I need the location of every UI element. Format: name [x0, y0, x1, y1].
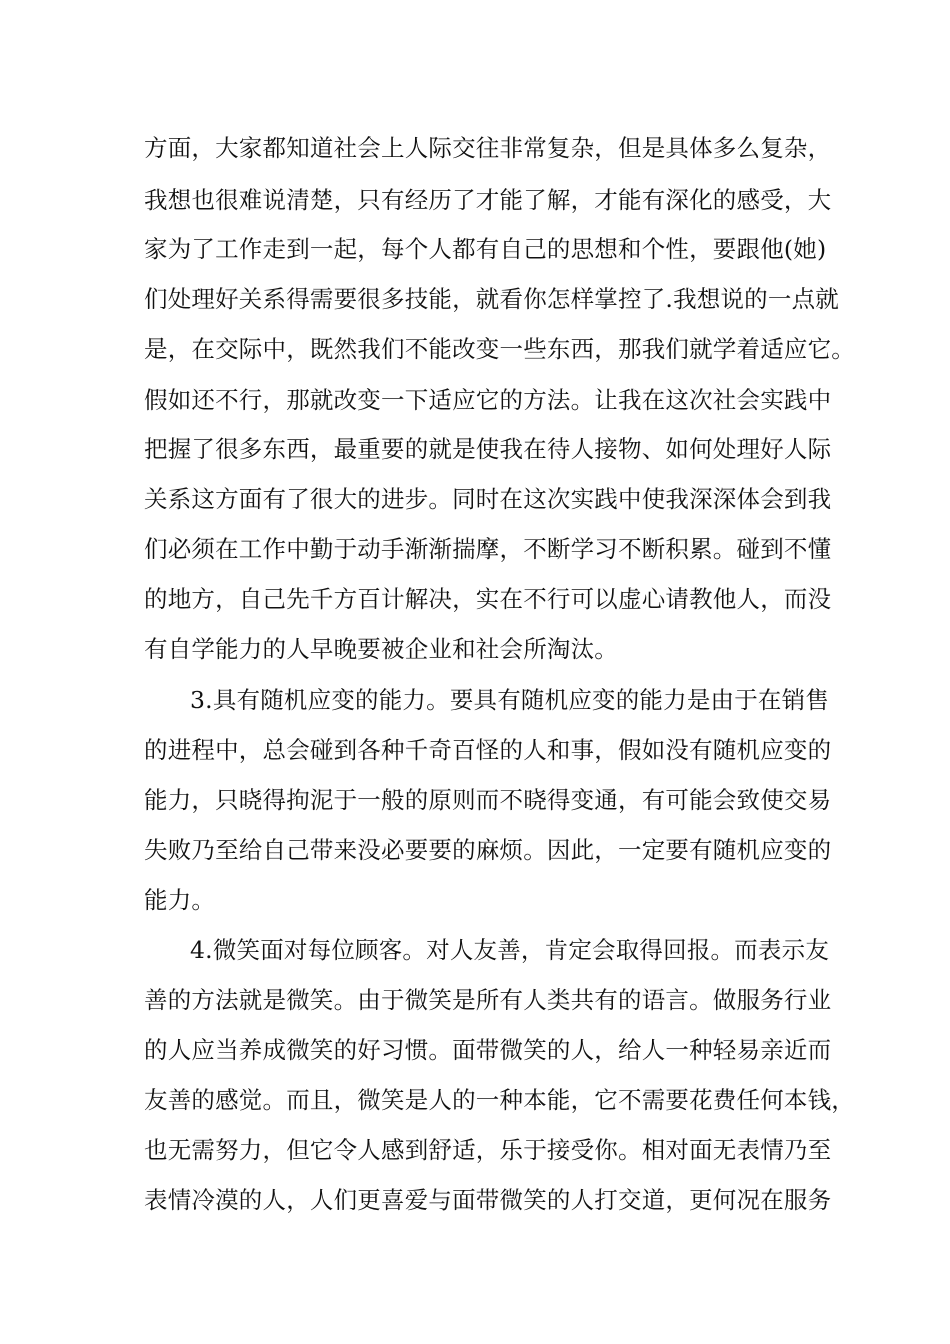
text-line: 的人应当养成微笑的好习惯。面带微笑的人，给人一种轻易亲近而 [144, 1036, 832, 1064]
text-line: 把握了很多东西，最重要的就是使我在待人接物、如何处理好人际 [144, 435, 832, 463]
text-line: 表情冷漠的人，人们更喜爱与面带微笑的人打交道，更何况在服务 [144, 1186, 832, 1214]
text-line: 们处理好关系得需要很多技能，就看你怎样掌控了.我想说的一点就 [144, 285, 839, 313]
text-line: 假如还不行，那就改变一下适应它的方法。让我在这次社会实践中 [144, 386, 832, 414]
text-line: 的地方，自己先千方百计解决，实在不行可以虚心请教他人，而没 [144, 585, 832, 613]
text-line: 家为了工作走到一起，每个人都有自己的思想和个性，要跟他(她) [144, 235, 827, 263]
text-line: 善的方法就是微笑。由于微笑是所有人类共有的语言。做服务行业 [144, 986, 832, 1014]
text-line: 有自学能力的人早晚要被企业和社会所淘汰。 [144, 635, 618, 663]
text-line: 的进程中，总会碰到各种千奇百怪的人和事，假如没有随机应变的 [144, 736, 832, 764]
paragraph-3-start: 3.具有随机应变的能力。要具有随机应变的能力是由于在销售 [190, 686, 830, 714]
text-line: 方面，大家都知道社会上人际交往非常复杂，但是具体多么复杂， [144, 134, 832, 162]
text-line: 们必须在工作中勤于动手渐渐揣摩，不断学习不断积累。碰到不懂 [144, 535, 832, 563]
text-line: 能力，只晓得拘泥于一般的原则而不晓得变通，有可能会致使交易 [144, 786, 832, 814]
text-line: 是，在交际中，既然我们不能改变一些东西，那我们就学着适应它。 [144, 335, 855, 363]
text-line: 我想也很难说清楚，只有经历了才能了解，才能有深化的感受，大 [144, 186, 832, 214]
text-line: 关系这方面有了很大的进步。同时在这次实践中使我深深体会到我 [144, 485, 832, 513]
text-line: 也无需努力，但它令人感到舒适，乐于接受你。相对面无表情乃至 [144, 1136, 832, 1164]
text-line: 能力。 [144, 886, 216, 914]
paragraph-4-start: 4.微笑面对每位顾客。对人友善，肯定会取得回报。而表示友 [190, 936, 830, 964]
text-line: 友善的感觉。而且，微笑是人的一种本能，它不需要花费任何本钱， [144, 1086, 855, 1114]
text-line: 失败乃至给自己带来没必要要的麻烦。因此，一定要有随机应变的 [144, 836, 832, 864]
